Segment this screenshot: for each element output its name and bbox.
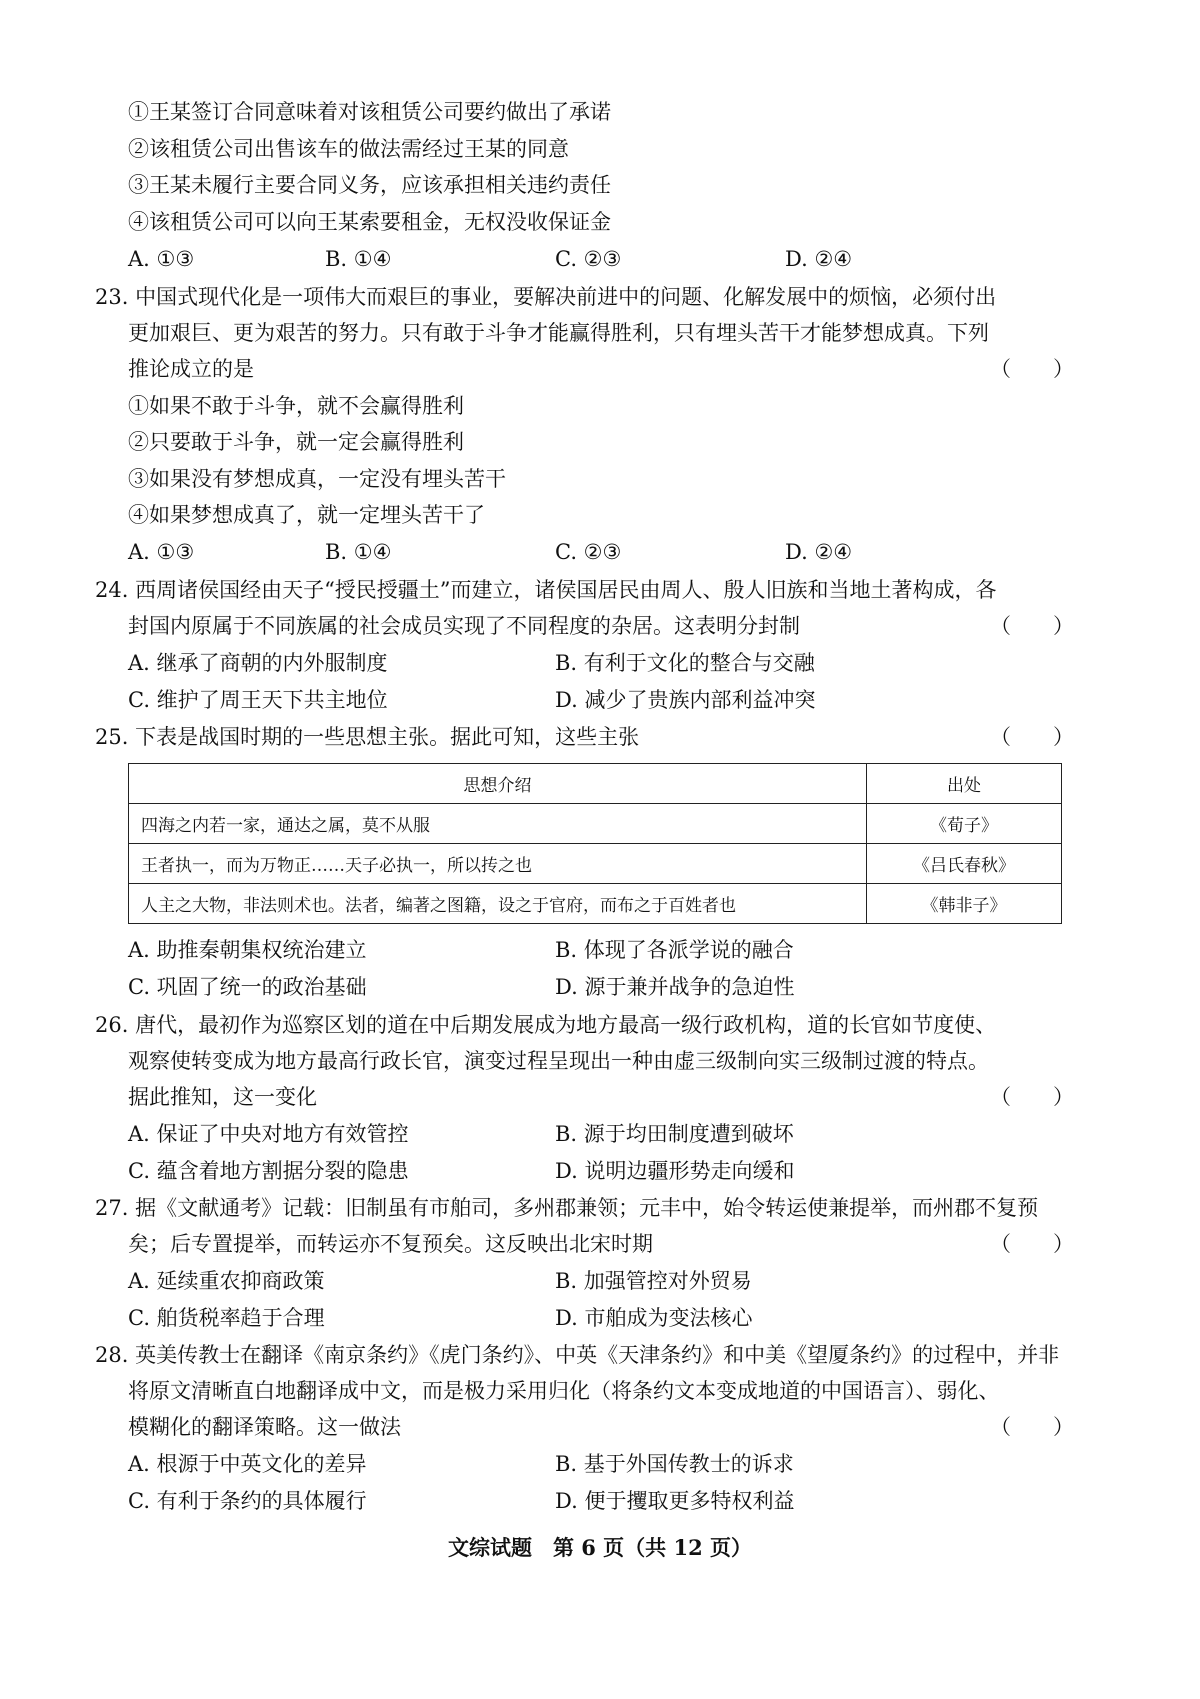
q23-statement-3: ③如果没有梦想成真，一定没有埋头苦干 (128, 467, 506, 491)
q23-option-c[interactable]: C. ②③ (555, 540, 622, 564)
table-header-row (129, 764, 1062, 804)
table-header-idea: 思想介绍 (129, 764, 867, 804)
q22-statement-2: ②该租赁公司出售该车的做法需经过王某的同意 (128, 137, 569, 161)
q23-statement-1: ①如果不敢于斗争，就不会赢得胜利 (128, 394, 464, 418)
q24-option-b[interactable]: B. 有利于文化的整合与交融 (555, 651, 815, 675)
q25-stem-line-1: 25. 下表是战国时期的一些思想主张。据此可知，这些主张 (95, 725, 640, 749)
q26-stem-line-1: 26. 唐代，最初作为巡察区划的道在中后期发展成为地方最高一级行政机构，道的长官如节度使、 (95, 1013, 997, 1037)
q26-option-b[interactable]: B. 源于均田制度遭到破坏 (555, 1122, 794, 1146)
q28-stem-line-2: 将原文清晰直白地翻译成中文，而是极力采用归化（将条约文本变成地道的中国语言）、弱化、 (128, 1379, 1000, 1403)
q24-option-d[interactable]: D. 减少了贵族内部利益冲突 (555, 688, 816, 712)
q25-option-b[interactable]: B. 体现了各派学说的融合 (555, 938, 794, 962)
q22-statement-3: ③王某未履行主要合同义务，应该承担相关违约责任 (128, 173, 611, 197)
q23-stem-line-1: 23. 中国式现代化是一项伟大而艰巨的事业，要解决前进中的问题、化解发展中的烦恼，必须付出 (95, 285, 997, 309)
q22-statement-1: ①王某签订合同意味着对该租赁公司要约做出了承诺 (128, 100, 611, 124)
q28-stem-line-1: 28. 英美传教士在翻译《南京条约》《虎门条约》、中英《天津条约》和中美《望厦条约》的过程中，并非 (95, 1343, 1060, 1367)
q28-option-b[interactable]: B. 基于外国传教士的诉求 (555, 1452, 794, 1476)
table-cell-idea: 四海之内若一家，通达之属，莫不从服 (129, 804, 867, 844)
q26-option-c[interactable]: C. 蕴含着地方割据分裂的隐患 (128, 1159, 409, 1183)
q22-option-c[interactable]: C. ②③ (555, 247, 622, 271)
q28-option-a[interactable]: A. 根源于中英文化的差异 (128, 1452, 367, 1476)
q27-option-a[interactable]: A. 延续重农抑商政策 (128, 1269, 325, 1293)
q25-thought-table (128, 763, 1062, 924)
q23-stem-line-2: 更加艰巨、更为艰苦的努力。只有敢于斗争才能赢得胜利，只有埋头苦干才能梦想成真。下列 (128, 321, 989, 345)
q25-option-c[interactable]: C. 巩固了统一的政治基础 (128, 975, 367, 999)
q28-stem-line-3: 模糊化的翻译策略。这一做法 (128, 1415, 401, 1439)
q26-answer-paren[interactable]: （ ） (990, 1085, 1074, 1109)
q23-statement-4: ④如果梦想成真了，就一定埋头苦干了 (128, 503, 485, 527)
q23-option-a[interactable]: A. ①③ (128, 540, 195, 564)
table-cell-source: 《吕氏春秋》 (867, 844, 1062, 884)
q23-statement-2: ②只要敢于斗争，就一定会赢得胜利 (128, 430, 464, 454)
table-row (129, 884, 1062, 924)
table-cell-source: 《荀子》 (867, 804, 1062, 844)
q23-stem-line-3: 推论成立的是 (128, 357, 254, 381)
q22-option-d[interactable]: D. ②④ (785, 247, 853, 271)
q26-stem-line-3: 据此推知，这一变化 (128, 1085, 317, 1109)
q24-stem-line-2: 封国内原属于不同族属的社会成员实现了不同程度的杂居。这表明分封制 (128, 614, 800, 638)
q23-option-d[interactable]: D. ②④ (785, 540, 853, 564)
q28-option-d[interactable]: D. 便于攫取更多特权利益 (555, 1489, 795, 1513)
q25-option-a[interactable]: A. 助推秦朝集权统治建立 (128, 938, 367, 962)
table-header-source: 出处 (867, 764, 1062, 804)
page-footer: 文综试题 第 6 页（共 12 页） (447, 1535, 753, 1560)
table-cell-idea: 王者执一，而为万物正……天子必执一，所以抟之也 (129, 844, 867, 884)
q22-option-a[interactable]: A. ①③ (128, 247, 195, 271)
q26-stem-line-2: 观察使转变成为地方最高行政长官，演变过程呈现出一种由虚三级制向实三级制过渡的特点。 (128, 1049, 989, 1073)
q22-statement-4: ④该租赁公司可以向王某索要租金，无权没收保证金 (128, 210, 611, 234)
table-row (129, 844, 1062, 884)
table-row (129, 804, 1062, 844)
q27-option-d[interactable]: D. 市舶成为变法核心 (555, 1306, 753, 1330)
q23-answer-paren[interactable]: （ ） (990, 357, 1074, 381)
q27-option-c[interactable]: C. 舶货税率趋于合理 (128, 1306, 325, 1330)
q25-option-d[interactable]: D. 源于兼并战争的急迫性 (555, 975, 795, 999)
q26-option-a[interactable]: A. 保证了中央对地方有效管控 (128, 1122, 409, 1146)
q27-stem-line-2: 矣；后专置提举，而转运亦不复预矣。这反映出北宋时期 (128, 1232, 653, 1256)
q27-option-b[interactable]: B. 加强管控对外贸易 (555, 1269, 752, 1293)
q27-answer-paren[interactable]: （ ） (990, 1232, 1074, 1256)
q27-stem-line-1: 27. 据《文献通考》记载：旧制虽有市舶司，多州郡兼领；元丰中，始令转运使兼提举，而州郡不复预 (95, 1196, 1039, 1220)
q23-option-b[interactable]: B. ①④ (325, 540, 392, 564)
q26-option-d[interactable]: D. 说明边疆形势走向缓和 (555, 1159, 795, 1183)
q24-option-c[interactable]: C. 维护了周王天下共主地位 (128, 688, 388, 712)
q28-answer-paren[interactable]: （ ） (990, 1415, 1074, 1439)
q25-answer-paren[interactable]: （ ） (990, 725, 1074, 749)
q22-option-b[interactable]: B. ①④ (325, 247, 392, 271)
q24-answer-paren[interactable]: （ ） (990, 614, 1074, 638)
table-cell-source: 《韩非子》 (867, 884, 1062, 924)
table-cell-idea: 人主之大物，非法则术也。法者，编著之图籍，设之于官府，而布之于百姓者也 (129, 884, 867, 924)
q24-option-a[interactable]: A. 继承了商朝的内外服制度 (128, 651, 388, 675)
q28-option-c[interactable]: C. 有利于条约的具体履行 (128, 1489, 367, 1513)
q24-stem-line-1: 24. 西周诸侯国经由天子“授民授疆土”而建立，诸侯国居民由周人、殷人旧族和当地土著构成，各 (95, 578, 997, 602)
